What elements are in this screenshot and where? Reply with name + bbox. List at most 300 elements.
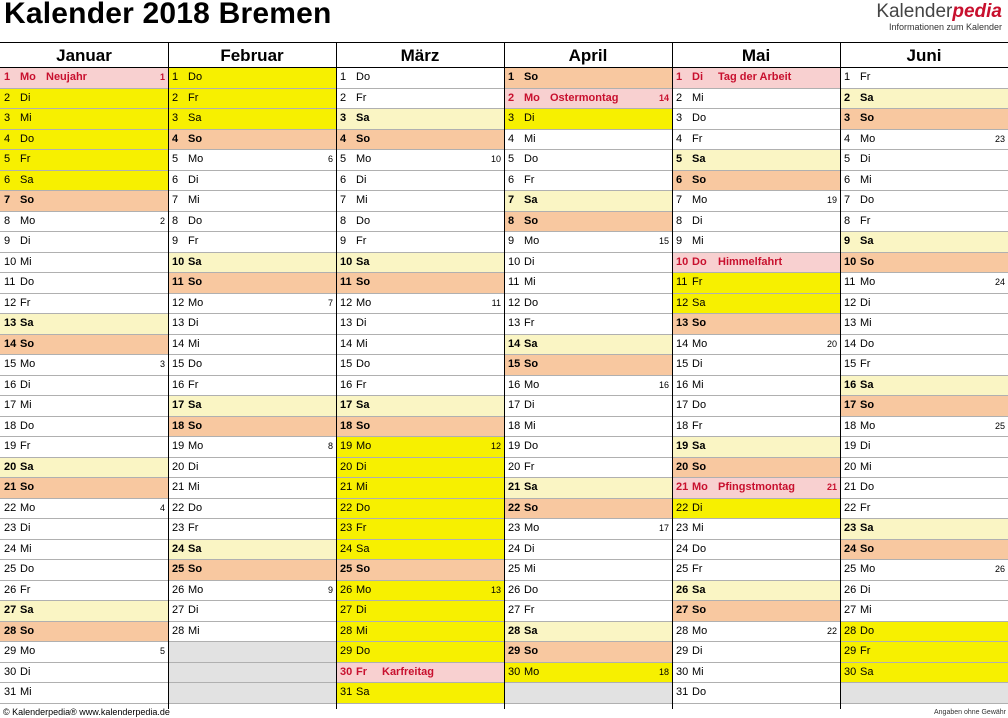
weekday-label: Mi bbox=[188, 337, 200, 350]
weekday-label: Mi bbox=[20, 112, 32, 124]
weekday-label: So bbox=[860, 542, 875, 555]
weekday-label: Fr bbox=[20, 296, 31, 309]
day-cell bbox=[336, 355, 504, 376]
weekday-label: Fr bbox=[188, 522, 199, 534]
day-number: 8 bbox=[676, 214, 683, 227]
day-cell bbox=[0, 560, 168, 581]
day-cell bbox=[336, 130, 504, 151]
weekday-label: Di bbox=[524, 542, 535, 555]
weekday-label: Mi bbox=[356, 337, 368, 350]
day-number: 25 bbox=[4, 563, 17, 575]
empty-day-cell bbox=[168, 642, 336, 663]
weekday-label: Mi bbox=[356, 481, 368, 493]
day-number: 4 bbox=[508, 132, 515, 145]
day-number: 1 bbox=[4, 71, 11, 83]
weekday-label: So bbox=[188, 132, 203, 145]
weekday-label: Di bbox=[356, 173, 367, 186]
day-cell bbox=[0, 396, 168, 417]
day-cell bbox=[0, 294, 168, 315]
weekday-label: Mi bbox=[692, 522, 704, 534]
month-column bbox=[168, 43, 336, 704]
holiday-name: Pfingstmontag bbox=[718, 481, 795, 493]
day-number: 2 bbox=[172, 91, 179, 104]
day-number: 27 bbox=[340, 604, 353, 616]
day-cell bbox=[0, 68, 168, 89]
week-number: 2 bbox=[159, 215, 165, 226]
weekday-label: Fr bbox=[860, 71, 871, 83]
weekday-label: Do bbox=[524, 583, 539, 596]
day-cell bbox=[336, 683, 504, 704]
day-number: 9 bbox=[844, 235, 851, 247]
day-cell bbox=[336, 273, 504, 294]
empty-day-cell bbox=[168, 663, 336, 684]
weekday-label: Fr bbox=[188, 235, 199, 247]
weekday-label: Mi bbox=[356, 624, 368, 637]
weekday-label: So bbox=[692, 173, 707, 186]
day-number: 14 bbox=[508, 337, 521, 350]
day-number: 11 bbox=[172, 276, 184, 288]
weekday-label: Do bbox=[356, 358, 371, 370]
day-number: 6 bbox=[4, 173, 11, 186]
day-number: 3 bbox=[4, 112, 11, 124]
day-cell bbox=[336, 191, 504, 212]
day-number: 27 bbox=[172, 604, 185, 616]
holiday-name: Himmelfahrt bbox=[718, 255, 783, 268]
weekday-label: Mo bbox=[524, 522, 540, 534]
day-number: 12 bbox=[508, 296, 521, 309]
weekday-label: Mo bbox=[524, 665, 540, 678]
day-number: 21 bbox=[508, 481, 521, 493]
weekday-label: Di bbox=[20, 91, 31, 104]
weekday-label: Sa bbox=[860, 522, 874, 534]
day-cell bbox=[0, 478, 168, 499]
day-cell bbox=[504, 109, 672, 130]
weekday-label: So bbox=[188, 276, 203, 288]
weekday-label: Sa bbox=[20, 604, 34, 616]
day-number: 10 bbox=[4, 255, 17, 268]
day-cell bbox=[168, 335, 336, 356]
weekday-label: Mo bbox=[356, 440, 372, 452]
weekday-label: Fr bbox=[20, 583, 31, 596]
week-number: 17 bbox=[658, 523, 669, 533]
weekday-label: Di bbox=[860, 440, 871, 452]
day-cell bbox=[168, 273, 336, 294]
day-number: 20 bbox=[844, 460, 857, 473]
day-cell bbox=[840, 294, 1008, 315]
day-cell bbox=[0, 458, 168, 479]
day-number: 17 bbox=[676, 399, 689, 411]
column-divider bbox=[672, 43, 673, 709]
day-cell bbox=[336, 253, 504, 274]
weekday-label: Mo bbox=[356, 296, 372, 309]
day-cell bbox=[0, 109, 168, 130]
day-cell bbox=[672, 499, 840, 520]
weekday-label: Mi bbox=[20, 542, 32, 555]
day-cell bbox=[336, 601, 504, 622]
day-number: 10 bbox=[676, 255, 689, 268]
day-cell bbox=[168, 355, 336, 376]
day-cell bbox=[504, 273, 672, 294]
weekday-label: Mo bbox=[692, 481, 708, 493]
weekday-label: So bbox=[524, 501, 539, 514]
weekday-label: Mo bbox=[20, 71, 36, 83]
weekday-label: Mi bbox=[20, 399, 32, 411]
day-cell bbox=[0, 622, 168, 643]
week-number: 15 bbox=[658, 236, 669, 246]
weekday-label: Do bbox=[356, 71, 371, 83]
day-cell bbox=[672, 294, 840, 315]
weekday-label: Do bbox=[692, 542, 707, 555]
day-cell bbox=[840, 273, 1008, 294]
weekday-label: Fr bbox=[188, 378, 199, 391]
day-number: 30 bbox=[4, 665, 17, 678]
weekday-label: Mi bbox=[188, 624, 200, 637]
weekday-label: Do bbox=[860, 194, 875, 206]
day-cell bbox=[168, 519, 336, 540]
weekday-label: Mo bbox=[860, 563, 876, 575]
weekday-label: Mo bbox=[524, 378, 540, 391]
empty-day-cell bbox=[504, 683, 672, 704]
weekday-label: So bbox=[188, 563, 203, 575]
day-number: 15 bbox=[844, 358, 857, 370]
weekday-label: Fr bbox=[524, 604, 535, 616]
day-cell bbox=[672, 540, 840, 561]
day-number: 2 bbox=[844, 91, 851, 104]
day-cell bbox=[0, 89, 168, 110]
day-cell bbox=[168, 232, 336, 253]
day-number: 19 bbox=[4, 440, 17, 452]
day-number: 27 bbox=[4, 604, 17, 616]
weekday-label: Fr bbox=[356, 91, 367, 104]
weekday-label: So bbox=[524, 358, 539, 370]
day-cell bbox=[672, 89, 840, 110]
day-number: 8 bbox=[4, 214, 11, 227]
day-number: 14 bbox=[340, 337, 353, 350]
weekday-label: Fr bbox=[524, 317, 535, 329]
day-number: 16 bbox=[508, 378, 521, 391]
weekday-label: So bbox=[356, 563, 371, 575]
day-cell bbox=[336, 109, 504, 130]
day-number: 7 bbox=[508, 194, 515, 206]
day-number: 23 bbox=[4, 522, 17, 534]
month-header: März bbox=[336, 43, 504, 68]
weekday-label: Do bbox=[20, 419, 35, 432]
day-cell bbox=[336, 581, 504, 602]
weekday-label: Sa bbox=[860, 235, 874, 247]
day-number: 4 bbox=[172, 132, 179, 145]
day-cell bbox=[840, 130, 1008, 151]
day-number: 14 bbox=[172, 337, 185, 350]
day-cell bbox=[840, 68, 1008, 89]
day-number: 29 bbox=[676, 645, 689, 657]
day-number: 11 bbox=[340, 276, 352, 288]
day-number: 22 bbox=[340, 501, 353, 514]
weekday-label: Mo bbox=[188, 153, 204, 165]
weekday-label: Mi bbox=[692, 378, 704, 391]
day-number: 24 bbox=[4, 542, 17, 555]
day-number: 22 bbox=[172, 501, 185, 514]
weekday-label: So bbox=[356, 419, 371, 432]
day-cell bbox=[0, 150, 168, 171]
day-number: 23 bbox=[676, 522, 689, 534]
day-cell bbox=[168, 560, 336, 581]
weekday-label: Mi bbox=[188, 481, 200, 493]
weekday-label: Fr bbox=[860, 501, 871, 514]
weekday-label: Do bbox=[20, 563, 35, 575]
day-cell bbox=[336, 212, 504, 233]
week-number: 1 bbox=[159, 72, 165, 82]
month-column bbox=[0, 43, 168, 704]
weekday-label: Di bbox=[860, 583, 871, 596]
day-cell bbox=[672, 171, 840, 192]
weekday-label: So bbox=[20, 481, 35, 493]
kalenderpedia-logo bbox=[876, 1, 1002, 32]
day-number: 7 bbox=[172, 194, 179, 206]
day-cell bbox=[0, 273, 168, 294]
day-number: 20 bbox=[172, 460, 185, 473]
weekday-label: Di bbox=[692, 214, 703, 227]
day-cell bbox=[672, 232, 840, 253]
day-number: 17 bbox=[4, 399, 17, 411]
day-number: 3 bbox=[508, 112, 515, 124]
day-cell bbox=[336, 519, 504, 540]
day-number: 16 bbox=[4, 378, 17, 391]
month-header: April bbox=[504, 43, 672, 68]
day-cell bbox=[672, 150, 840, 171]
weekday-label: Fr bbox=[188, 91, 199, 104]
day-number: 6 bbox=[844, 173, 851, 186]
logo-brand bbox=[876, 1, 1002, 23]
weekday-label: Sa bbox=[692, 153, 706, 165]
day-cell bbox=[504, 376, 672, 397]
day-cell bbox=[840, 109, 1008, 130]
day-cell bbox=[168, 581, 336, 602]
day-cell bbox=[504, 499, 672, 520]
day-cell bbox=[0, 519, 168, 540]
weekday-label: Do bbox=[692, 255, 707, 268]
day-cell bbox=[840, 601, 1008, 622]
day-cell bbox=[504, 437, 672, 458]
weekday-label: Do bbox=[524, 153, 539, 165]
day-number: 18 bbox=[172, 419, 185, 432]
day-cell bbox=[840, 314, 1008, 335]
weekday-label: Sa bbox=[692, 583, 706, 596]
day-number: 13 bbox=[4, 317, 17, 329]
column-divider bbox=[168, 43, 169, 709]
day-number: 23 bbox=[508, 522, 521, 534]
day-cell bbox=[168, 130, 336, 151]
day-number: 18 bbox=[676, 419, 689, 432]
weekday-label: Do bbox=[356, 645, 371, 657]
week-number: 9 bbox=[327, 584, 333, 595]
day-cell bbox=[0, 232, 168, 253]
weekday-label: Do bbox=[692, 686, 707, 698]
weekday-label: So bbox=[692, 604, 707, 616]
day-cell bbox=[336, 314, 504, 335]
day-number: 15 bbox=[676, 358, 689, 370]
weekday-label: Di bbox=[860, 296, 871, 309]
weekday-label: Mo bbox=[356, 583, 372, 596]
day-cell bbox=[672, 683, 840, 704]
weekday-label: Mo bbox=[20, 214, 36, 227]
logo-tagline: Informationen zum Kalender bbox=[888, 22, 1002, 32]
weekday-label: Di bbox=[692, 501, 703, 514]
weekday-label: Di bbox=[188, 173, 199, 186]
day-cell bbox=[336, 622, 504, 643]
weekday-label: Fr bbox=[356, 378, 367, 391]
weekday-label: Mi bbox=[356, 194, 368, 206]
weekday-label: So bbox=[524, 214, 539, 227]
day-cell bbox=[672, 581, 840, 602]
day-number: 9 bbox=[508, 235, 515, 247]
day-cell bbox=[0, 212, 168, 233]
day-number: 22 bbox=[676, 501, 689, 514]
weekday-label: Di bbox=[20, 235, 31, 247]
week-number: 16 bbox=[658, 379, 669, 390]
day-cell bbox=[840, 150, 1008, 171]
day-number: 28 bbox=[508, 624, 521, 637]
day-cell bbox=[0, 663, 168, 684]
weekday-label: Fr bbox=[356, 665, 367, 678]
day-cell bbox=[0, 437, 168, 458]
weekday-label: Mi bbox=[860, 604, 872, 616]
day-number: 4 bbox=[340, 132, 347, 145]
weekday-label: Do bbox=[860, 481, 875, 493]
day-number: 18 bbox=[508, 419, 521, 432]
weekday-label: Do bbox=[20, 276, 35, 288]
day-number: 31 bbox=[676, 686, 689, 698]
weekday-label: Di bbox=[692, 645, 703, 657]
weekday-label: Do bbox=[188, 501, 203, 514]
day-cell bbox=[840, 212, 1008, 233]
weekday-label: Sa bbox=[356, 399, 370, 411]
day-cell bbox=[672, 253, 840, 274]
day-cell bbox=[504, 642, 672, 663]
day-number: 13 bbox=[844, 317, 857, 329]
weekday-label: Mo bbox=[188, 440, 204, 452]
day-cell bbox=[168, 68, 336, 89]
weekday-label: Mi bbox=[188, 194, 200, 206]
day-number: 11 bbox=[844, 276, 856, 288]
day-cell bbox=[504, 171, 672, 192]
weekday-label: Do bbox=[692, 399, 707, 411]
weekday-label: Mi bbox=[692, 665, 704, 678]
week-number: 13 bbox=[490, 584, 501, 595]
day-number: 28 bbox=[172, 624, 185, 637]
day-number: 26 bbox=[4, 583, 17, 596]
weekday-label: Fr bbox=[860, 214, 871, 227]
weekday-label: Do bbox=[860, 624, 875, 637]
day-number: 12 bbox=[172, 296, 185, 309]
day-cell bbox=[0, 253, 168, 274]
day-cell bbox=[336, 68, 504, 89]
day-cell bbox=[672, 314, 840, 335]
day-number: 19 bbox=[172, 440, 185, 452]
day-cell bbox=[504, 212, 672, 233]
weekday-label: Mo bbox=[692, 337, 708, 350]
day-number: 26 bbox=[508, 583, 521, 596]
day-number: 31 bbox=[340, 686, 353, 698]
week-number: 7 bbox=[327, 297, 333, 308]
day-cell bbox=[336, 458, 504, 479]
day-number: 5 bbox=[340, 153, 347, 165]
weekday-label: Sa bbox=[356, 255, 370, 268]
weekday-label: Sa bbox=[524, 194, 538, 206]
day-number: 12 bbox=[676, 296, 689, 309]
empty-day-cell bbox=[168, 683, 336, 704]
day-cell bbox=[168, 150, 336, 171]
weekday-label: Fr bbox=[692, 563, 703, 575]
day-cell bbox=[0, 376, 168, 397]
day-number: 14 bbox=[844, 337, 857, 350]
day-number: 16 bbox=[676, 378, 689, 391]
week-number: 21 bbox=[826, 482, 837, 492]
day-cell bbox=[504, 560, 672, 581]
week-number: 19 bbox=[826, 195, 837, 205]
day-cell bbox=[168, 540, 336, 561]
day-number: 9 bbox=[4, 235, 11, 247]
day-number: 13 bbox=[172, 317, 185, 329]
day-number: 25 bbox=[172, 563, 185, 575]
weekday-label: Do bbox=[188, 358, 203, 370]
day-cell bbox=[840, 171, 1008, 192]
day-cell bbox=[0, 130, 168, 151]
weekday-label: Do bbox=[860, 337, 875, 350]
month-column bbox=[840, 43, 1008, 704]
day-cell bbox=[336, 478, 504, 499]
weekday-label: So bbox=[356, 276, 371, 288]
day-cell bbox=[504, 68, 672, 89]
weekday-label: Do bbox=[356, 501, 371, 514]
weekday-label: Di bbox=[692, 71, 703, 83]
day-cell bbox=[504, 478, 672, 499]
day-number: 29 bbox=[508, 645, 521, 657]
day-cell bbox=[0, 335, 168, 356]
weekday-label: Sa bbox=[188, 542, 202, 555]
weekday-label: Fr bbox=[860, 645, 871, 657]
day-number: 13 bbox=[508, 317, 521, 329]
day-cell bbox=[672, 273, 840, 294]
day-cell bbox=[504, 150, 672, 171]
day-number: 25 bbox=[676, 563, 689, 575]
weekday-label: Mo bbox=[692, 624, 708, 637]
day-cell bbox=[336, 150, 504, 171]
day-cell bbox=[672, 109, 840, 130]
day-cell bbox=[504, 581, 672, 602]
day-cell bbox=[504, 519, 672, 540]
day-cell bbox=[168, 601, 336, 622]
weekday-label: Mo bbox=[188, 583, 204, 596]
weekday-label: Di bbox=[20, 665, 31, 678]
weekday-label: Do bbox=[692, 112, 707, 124]
day-number: 15 bbox=[508, 358, 521, 370]
day-cell bbox=[168, 212, 336, 233]
day-number: 29 bbox=[4, 645, 17, 657]
month-header: Juni bbox=[840, 43, 1008, 68]
day-number: 6 bbox=[172, 173, 179, 186]
day-number: 22 bbox=[844, 501, 857, 514]
weekday-label: Do bbox=[20, 132, 35, 145]
weekday-label: Do bbox=[188, 71, 203, 83]
weekday-label: Do bbox=[356, 214, 371, 227]
day-cell bbox=[672, 519, 840, 540]
month-header: Mai bbox=[672, 43, 840, 68]
weekday-label: Mi bbox=[860, 173, 872, 186]
weekday-label: Sa bbox=[692, 440, 706, 452]
day-number: 14 bbox=[4, 337, 17, 350]
day-cell bbox=[336, 396, 504, 417]
weekday-label: Di bbox=[356, 604, 367, 616]
